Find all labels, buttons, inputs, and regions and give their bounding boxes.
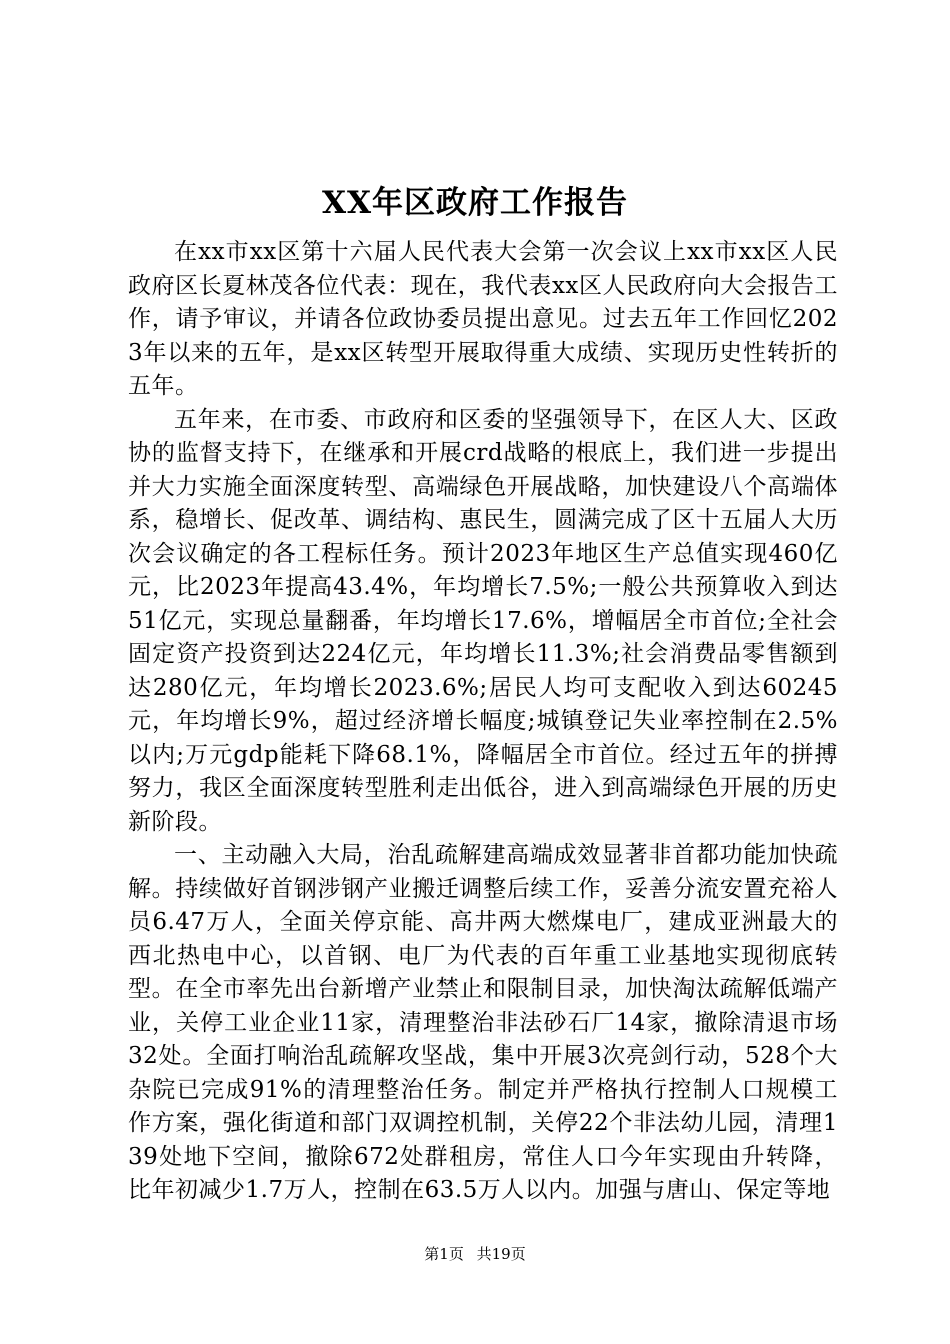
document-title: XX年区政府工作报告 bbox=[321, 185, 629, 221]
page-footer bbox=[0, 1243, 950, 1265]
paragraph-five-year-summary: 五年来，在市委、市政府和区委的坚强领导下，在区人大、区政协的监督支持下，在继承和开展crd战略的根底上，我们进一步提出并大力实施全面深度转型、高端绿色开展战略，加快建设八个高端体系，稳增长、促改革、调结构、惠民生，圆满完成了区十五届人大历次会议确定的各工程标任务。预计2023年地区生产总值实现460亿元，比2023年提高43.4%，年均增长7.5%;一般公共预算收入到达51亿元，实现总量翻番，年均增长17.6%，增幅居全市首位;全社会固定资产投资到达224亿元，年均增长11.3%;社会消费品零售额到达280亿元，年均增长2023.6%;居民人均可支配收入到达60245元，年均增长9%，超过经济增长幅度;城镇登记失业率控制在2.5%以内;万元gdp能耗下降68.1%，降幅居全市首位。经过五年的拼搏努力，我区全面深度转型胜利走出低谷，进入到高端绿色开展的历史新阶段。 bbox=[128, 406, 838, 835]
page-number: 第1页 bbox=[424, 1245, 464, 1263]
paragraph-section-one: 一、主动融入大局，治乱疏解建高端成效显著非首都功能加快疏解。持续做好首钢涉钢产业搬迁调整后续工作，妥善分流安置充裕人员6.47万人，全面关停京能、高井两大燃煤电厂，建成亚洲最大的西北热电中心，以首钢、电厂为代表的百年重工业基地实现彻底转型。在全市率先出台新增产业禁止和限制目录，加快淘汰疏解低端产业，关停工业企业11家，清理整治非法砂石厂14家，撤除清退市场32处。全面打响治乱疏解攻坚战，集中开展3次亮剑行动，528个大杂院已完成91%的清理整治任务。制定并严格执行控制人口规模工作方案，强化街道和部门双调控机制，关停22个非法幼儿园，清理139处地下空间，撤除672处群租房，常住人口今年实现由升转降，比年初减少1.7万人，控制在63.5万人以内。加强与唐山、保定等地 bbox=[128, 842, 838, 1203]
page-total: 共19页 bbox=[476, 1245, 526, 1263]
document-body bbox=[128, 236, 838, 1208]
paragraph-intro: 在xx市xx区第十六届人民代表大会第一次会议上xx市xx区人民政府区长夏林茂各位代表：现在，我代表xx区人民政府向大会报告工作，请予审议，并请各位政协委员提出意见。过去五年工作回忆2023年以来的五年，是xx区转型开展取得重大成绩、实现历史性转折的五年。 bbox=[128, 239, 838, 399]
